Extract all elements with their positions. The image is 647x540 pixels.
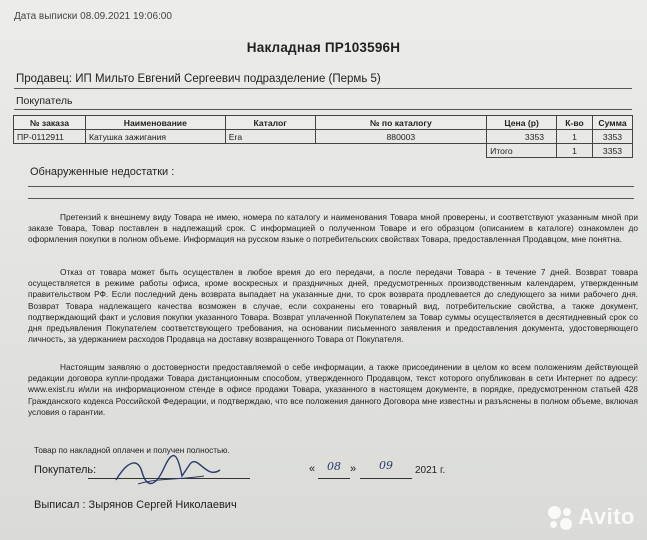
- cell-qty: 1: [557, 130, 593, 144]
- col-price: Цена (р): [487, 116, 557, 130]
- cell-order: ПР-0112911: [14, 130, 86, 144]
- paragraph-agreement: Настоящим заявляю о достоверности предоставляемой о себе информации, а также присоединении в целом ко всем положениям действующей редакции договора купли-продажи Товара дистанционным способом, утвержденного Продавцом, текст которого опубликован в сети Интернет по адресу: www.exist.ru и/или на информационном стенде в офисе продажи Товара, указанного в настоящем документе, в порядке, предусмотренном статьей 428 Гражданского кодекса Российской Федерации, и подтверждаю, что все положения данного Договора мне известны и разъяснены в полном объеме, включая условия о гарантии.: [28, 362, 638, 417]
- seller-line-text: Продавец: ИП Мильто Евгений Сергеевич подразделение (Пермь 5): [16, 73, 381, 85]
- cell-price: 3353: [487, 130, 557, 144]
- paragraph-claims: Претензий к внешнему виду Товара не имею, номера по каталогу и наименования Товара мной проверены, и соответствуют указанным мной при заказе Товара, Товар поставлен в надлежащий срок. С информацией о полученном Товаре и его образцом (описанием в каталоге) ознакомлен до оформления покупки в полном объеме. Информация на русском языке о потребительских свойствах Товара, предоставленная Продавцом, мне понятна.: [28, 212, 638, 245]
- buyer-signature-label: Покупатель:: [34, 464, 97, 476]
- issue-date: Дата выписки 08.09.2021 19:06:00: [14, 11, 172, 22]
- table-row: [14, 130, 633, 144]
- cell-name: Катушка зажигания: [85, 130, 225, 144]
- avito-watermark: [547, 504, 635, 530]
- paid-statement: Товар по накладной оплачен и получен полностью.: [34, 446, 230, 455]
- col-catalog: Каталог: [225, 116, 315, 130]
- cell-catalog: Era: [225, 130, 315, 144]
- col-qty: К-во: [557, 116, 593, 130]
- buyer-signature-scribble: [108, 450, 228, 492]
- paragraph-returns: Отказ от товара может быть осуществлен в любое время до его передачи, а после передачи Товара - в течение 7 дней. Возврат товара осуществляется в режиме работы офиса, кроме воскресных и праздничных дней, предусмотренных производственным календарем, утвержденным правительством РФ. Если последний день возврата выпадает на указанные дни, то срок возврата продлевается до следующего за ними рабочего дня. Возврат Товара надлежащего качества возможен в случае, если сохранены его товарный вид, потребительские свойства, а также документ, подтверждающий факт и условия покупки указанного Товара. Возврат уплаченной Покупателем за Товар суммы осуществляется в десятидневный срок со дня предъявления Покупателем соответствующего требования, на основании письменного заявления и предоставления документа, удостоверяющего личность, за удержанием расходов Продавца на доставку возвращенного Товара от Покупателя.: [28, 267, 638, 345]
- defects-line-2: [28, 198, 634, 199]
- date-month-line: [360, 478, 412, 479]
- date-day-line: [318, 478, 350, 479]
- written-by: Выписал : Зырянов Сергей Николаевич: [34, 499, 237, 511]
- date-month: 09: [379, 459, 393, 472]
- seller-underline: [14, 88, 632, 89]
- buyer-label: Покупатель: [16, 95, 73, 107]
- col-order: № заказа: [14, 116, 86, 130]
- date-year: 2021 г.: [415, 465, 446, 476]
- date-open-quote: «: [309, 463, 316, 475]
- avito-wordmark: Avito: [578, 504, 635, 529]
- col-name: Наименование: [85, 116, 225, 130]
- cell-sum: 3353: [592, 130, 632, 144]
- total-qty: 1: [557, 144, 593, 158]
- col-sum: Сумма: [592, 116, 632, 130]
- total-label: Итого: [487, 144, 557, 158]
- col-catalog-number: № по каталогу: [315, 116, 487, 130]
- date-close-quote: »: [350, 463, 357, 475]
- avito-logo-icon: [547, 504, 573, 530]
- buyer-underline: [14, 109, 632, 110]
- total-row: [14, 144, 633, 158]
- total-sum: 3353: [592, 144, 632, 158]
- cell-catalog-number: 880003: [315, 130, 487, 144]
- items-table: [13, 115, 633, 158]
- defects-line-1: [28, 186, 634, 187]
- defects-label: Обнаруженные недостатки :: [30, 166, 175, 178]
- date-day: 08: [327, 460, 341, 473]
- table-header-row: [14, 116, 633, 130]
- document-title: Накладная ПР103596Н: [246, 40, 401, 55]
